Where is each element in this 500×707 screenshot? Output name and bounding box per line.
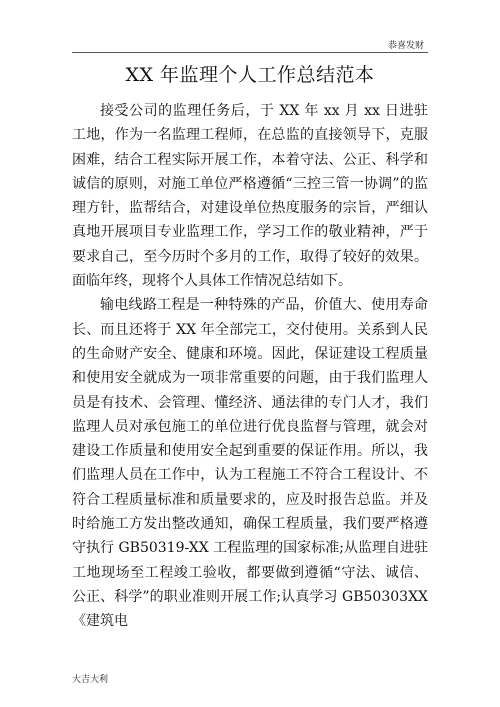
footer-note: 大吉大利	[72, 675, 109, 685]
header-note: 恭喜发财	[387, 41, 424, 51]
document-body	[72, 99, 428, 634]
paragraph: 接受公司的监理任务后，于 XX 年 xx 月 xx 日进驻工地，作为一名监理工程师，在总监的直接领导下，克服困难，结合工程实际开展工作，本着守法、公正、科学和诚信的原则，对施工单位严格遵循“三控三管一协调”的监理方针，监帮结合，对建设单位热度服务的宗旨，严细认真地开展项目专业监理工作，学习工作的敬业精神，严于要求自己，至今历时个多月的工作，取得了较好的效果。面临年终，现将个人具体工作情况总结如下。	[72, 103, 428, 290]
paragraph: 输电线路工程是一种特殊的产品，价值大、使用寿命长、而且还将于 XX 年全部完工，交付使用。关系到人民的生命财产安全、健康和环境。因此，保证建设工程质量和使用安全就成为一项非常重要的问题，由于我们监理人员是有技术、会管理、懂经济、通法律的专门人才，我们监理人员对承包施工的单位进行优良监督与管理，就会对建设工作质量和使用安全起到重要的保证作用。所以，我们监理人员在工作中，认为工程施工不符合工程设计、不符合工程质量标准和质量要求的，应及时报告总监。并及时给施工方发出整改通知，确保工程质量，我们要严格遵守执行 GB50319-XX 工程监理的国家标准;从监理自进驻工地现场至工程竣工验收，都要做到遵循“守法、诚信、公正、科学”的职业准则开展工作;认真学习 GB50303XX《建筑电	[72, 297, 428, 630]
header-divider	[72, 52, 428, 53]
document-title: XX 年监理个人工作总结范本	[125, 64, 375, 86]
